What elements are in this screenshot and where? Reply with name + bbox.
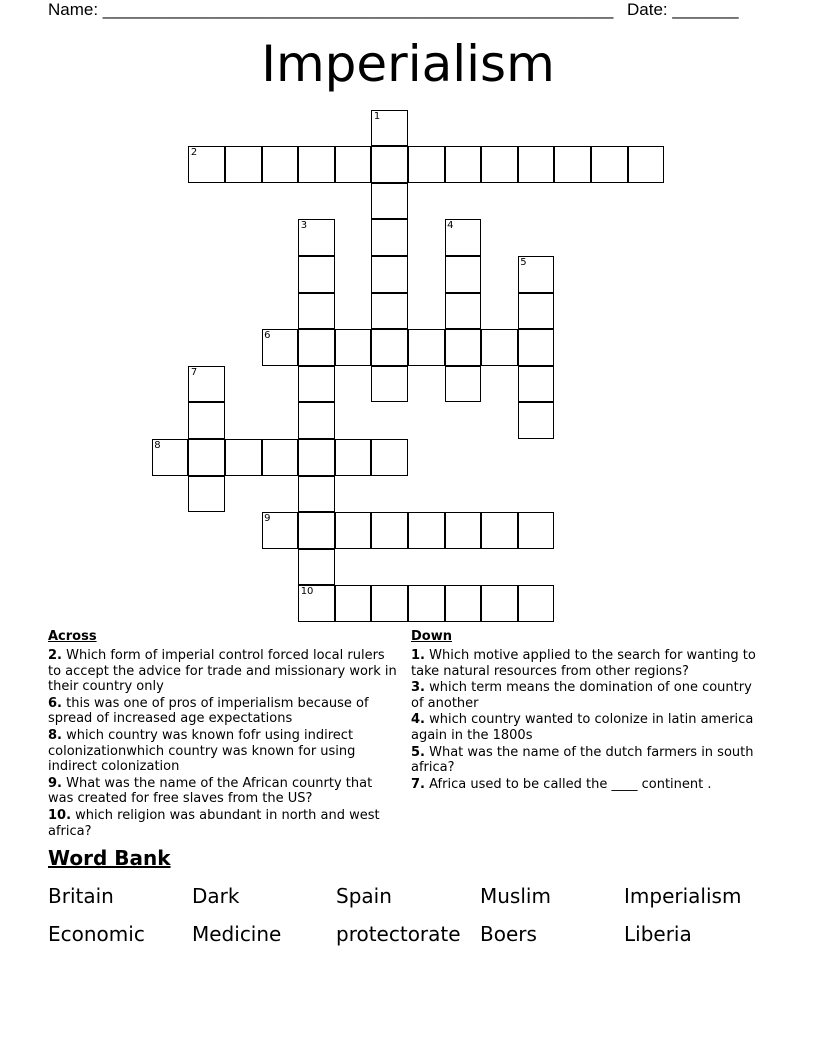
word-bank-word: Dark bbox=[192, 884, 240, 908]
crossword-cell[interactable] bbox=[554, 146, 591, 183]
page-title: Imperialism bbox=[261, 35, 555, 93]
clue-number: 9 bbox=[264, 513, 271, 525]
crossword-cell[interactable] bbox=[298, 366, 335, 403]
crossword-cell[interactable] bbox=[481, 512, 518, 549]
down-clue: 1. Which motive applied to the search for wanting to take natural resources from other regions? bbox=[411, 648, 756, 679]
crossword-cell[interactable] bbox=[335, 146, 372, 183]
crossword-cell[interactable] bbox=[518, 366, 555, 403]
crossword-cell[interactable] bbox=[518, 512, 555, 549]
crossword-cell[interactable] bbox=[481, 585, 518, 622]
crossword-cell[interactable] bbox=[445, 293, 482, 330]
crossword-cell[interactable] bbox=[445, 366, 482, 403]
crossword-cell[interactable] bbox=[335, 512, 372, 549]
crossword-cell[interactable] bbox=[408, 146, 445, 183]
crossword-cell[interactable] bbox=[298, 402, 335, 439]
word-bank-word: Imperialism bbox=[624, 884, 742, 908]
word-bank-word: Muslim bbox=[480, 884, 551, 908]
across-clue: 6. this was one of pros of imperialism because of spread of increased age expectations bbox=[48, 695, 369, 727]
crossword-cell[interactable] bbox=[371, 256, 408, 293]
crossword-cell[interactable] bbox=[262, 146, 299, 183]
crossword-cell[interactable] bbox=[188, 402, 225, 439]
clue-number: 1 bbox=[373, 110, 381, 122]
crossword-cell[interactable] bbox=[371, 366, 408, 403]
crossword-cell[interactable] bbox=[445, 146, 482, 183]
crossword-cell[interactable] bbox=[188, 439, 225, 476]
crossword-cell[interactable] bbox=[445, 585, 482, 622]
date-field-label: Date: _______ bbox=[627, 0, 739, 19]
crossword-cell[interactable] bbox=[371, 219, 408, 256]
word-bank-word: Medicine bbox=[192, 922, 282, 946]
across-clue: 8. which country was known fofr using indirect colonizationwhich country was known for using indirect colonization bbox=[48, 727, 356, 775]
clue-number: 6 bbox=[264, 330, 271, 342]
crossword-cell[interactable] bbox=[335, 439, 372, 476]
crossword-cell[interactable] bbox=[298, 512, 335, 549]
crossword-cell[interactable] bbox=[481, 329, 518, 366]
crossword-cell[interactable] bbox=[371, 439, 408, 476]
crossword-cell[interactable] bbox=[335, 585, 372, 622]
word-bank-word: protectorate bbox=[336, 922, 461, 946]
across-clue: 2. Which form of imperial control forced local rulers to accept the advice for trade and missionary work in their country only bbox=[48, 648, 397, 695]
down-clues bbox=[411, 648, 763, 793]
word-bank-word: Boers bbox=[480, 922, 537, 946]
crossword-cell[interactable] bbox=[518, 146, 555, 183]
crossword-cell[interactable] bbox=[298, 256, 335, 293]
crossword-cell[interactable] bbox=[371, 585, 408, 622]
crossword-cell[interactable] bbox=[371, 512, 408, 549]
clue-number: 10 bbox=[300, 586, 314, 598]
down-clue: 5. What was the name of the dutch farmers in south africa? bbox=[411, 744, 754, 776]
crossword-cell[interactable] bbox=[298, 549, 335, 586]
crossword-cell[interactable] bbox=[481, 146, 518, 183]
across-clue: 9. What was the name of the African counrty that was created for free slaves from the US? bbox=[48, 775, 373, 807]
across-clues bbox=[48, 648, 400, 840]
crossword-cell[interactable] bbox=[591, 146, 628, 183]
across-clue: 10. which religion was abundant in north and west africa? bbox=[48, 807, 380, 839]
clue-number: 8 bbox=[154, 440, 161, 451]
crossword-cell[interactable] bbox=[408, 512, 445, 549]
name-field-label: Name: ______________________________________________________ bbox=[48, 0, 614, 19]
crossword-cell[interactable] bbox=[298, 293, 335, 330]
clue-number: 4 bbox=[447, 220, 454, 232]
crossword-cell[interactable] bbox=[298, 146, 335, 183]
crossword-cell[interactable] bbox=[225, 439, 262, 476]
crossword-cell[interactable] bbox=[445, 512, 482, 549]
clue-number: 5 bbox=[520, 257, 527, 268]
crossword-cell[interactable] bbox=[518, 329, 555, 366]
crossword-cell[interactable] bbox=[518, 402, 555, 439]
clue-number: 2 bbox=[190, 147, 198, 159]
crossword-cell[interactable] bbox=[298, 476, 335, 513]
clue-number: 7 bbox=[190, 366, 198, 378]
clue-number: 3 bbox=[300, 220, 308, 232]
crossword-cell[interactable] bbox=[445, 256, 482, 293]
word-bank-title: Word Bank bbox=[48, 846, 171, 870]
crossword-cell[interactable] bbox=[445, 329, 482, 366]
word-bank-word: Economic bbox=[48, 922, 145, 946]
crossword-cell[interactable] bbox=[371, 293, 408, 330]
crossword-cell[interactable] bbox=[628, 146, 665, 183]
down-clue: 7. Africa used to be called the ____ continent . bbox=[411, 776, 712, 792]
across-heading: Across bbox=[48, 629, 97, 644]
word-bank-word: Britain bbox=[48, 884, 114, 908]
crossword-cell[interactable] bbox=[371, 146, 408, 183]
crossword-cell[interactable] bbox=[262, 439, 299, 476]
word-bank-word: Spain bbox=[336, 884, 392, 908]
crossword-cell[interactable] bbox=[371, 329, 408, 366]
crossword-cell[interactable] bbox=[408, 585, 445, 622]
word-bank-word: Liberia bbox=[624, 922, 692, 946]
crossword-cell[interactable] bbox=[335, 329, 372, 366]
down-clue: 4. which country wanted to colonize in latin america again in the 1800s bbox=[411, 712, 754, 743]
crossword-cell[interactable] bbox=[408, 329, 445, 366]
crossword-cell[interactable] bbox=[298, 329, 335, 366]
down-clue: 3. which term means the domination of one country of another bbox=[411, 680, 752, 711]
crossword-cell[interactable] bbox=[518, 293, 555, 330]
crossword-cell[interactable] bbox=[298, 439, 335, 476]
crossword-cell[interactable] bbox=[225, 146, 262, 183]
crossword-cell[interactable] bbox=[371, 183, 408, 220]
crossword-cell[interactable] bbox=[188, 476, 225, 513]
crossword-cell[interactable] bbox=[518, 585, 555, 622]
down-heading: Down bbox=[411, 629, 452, 644]
